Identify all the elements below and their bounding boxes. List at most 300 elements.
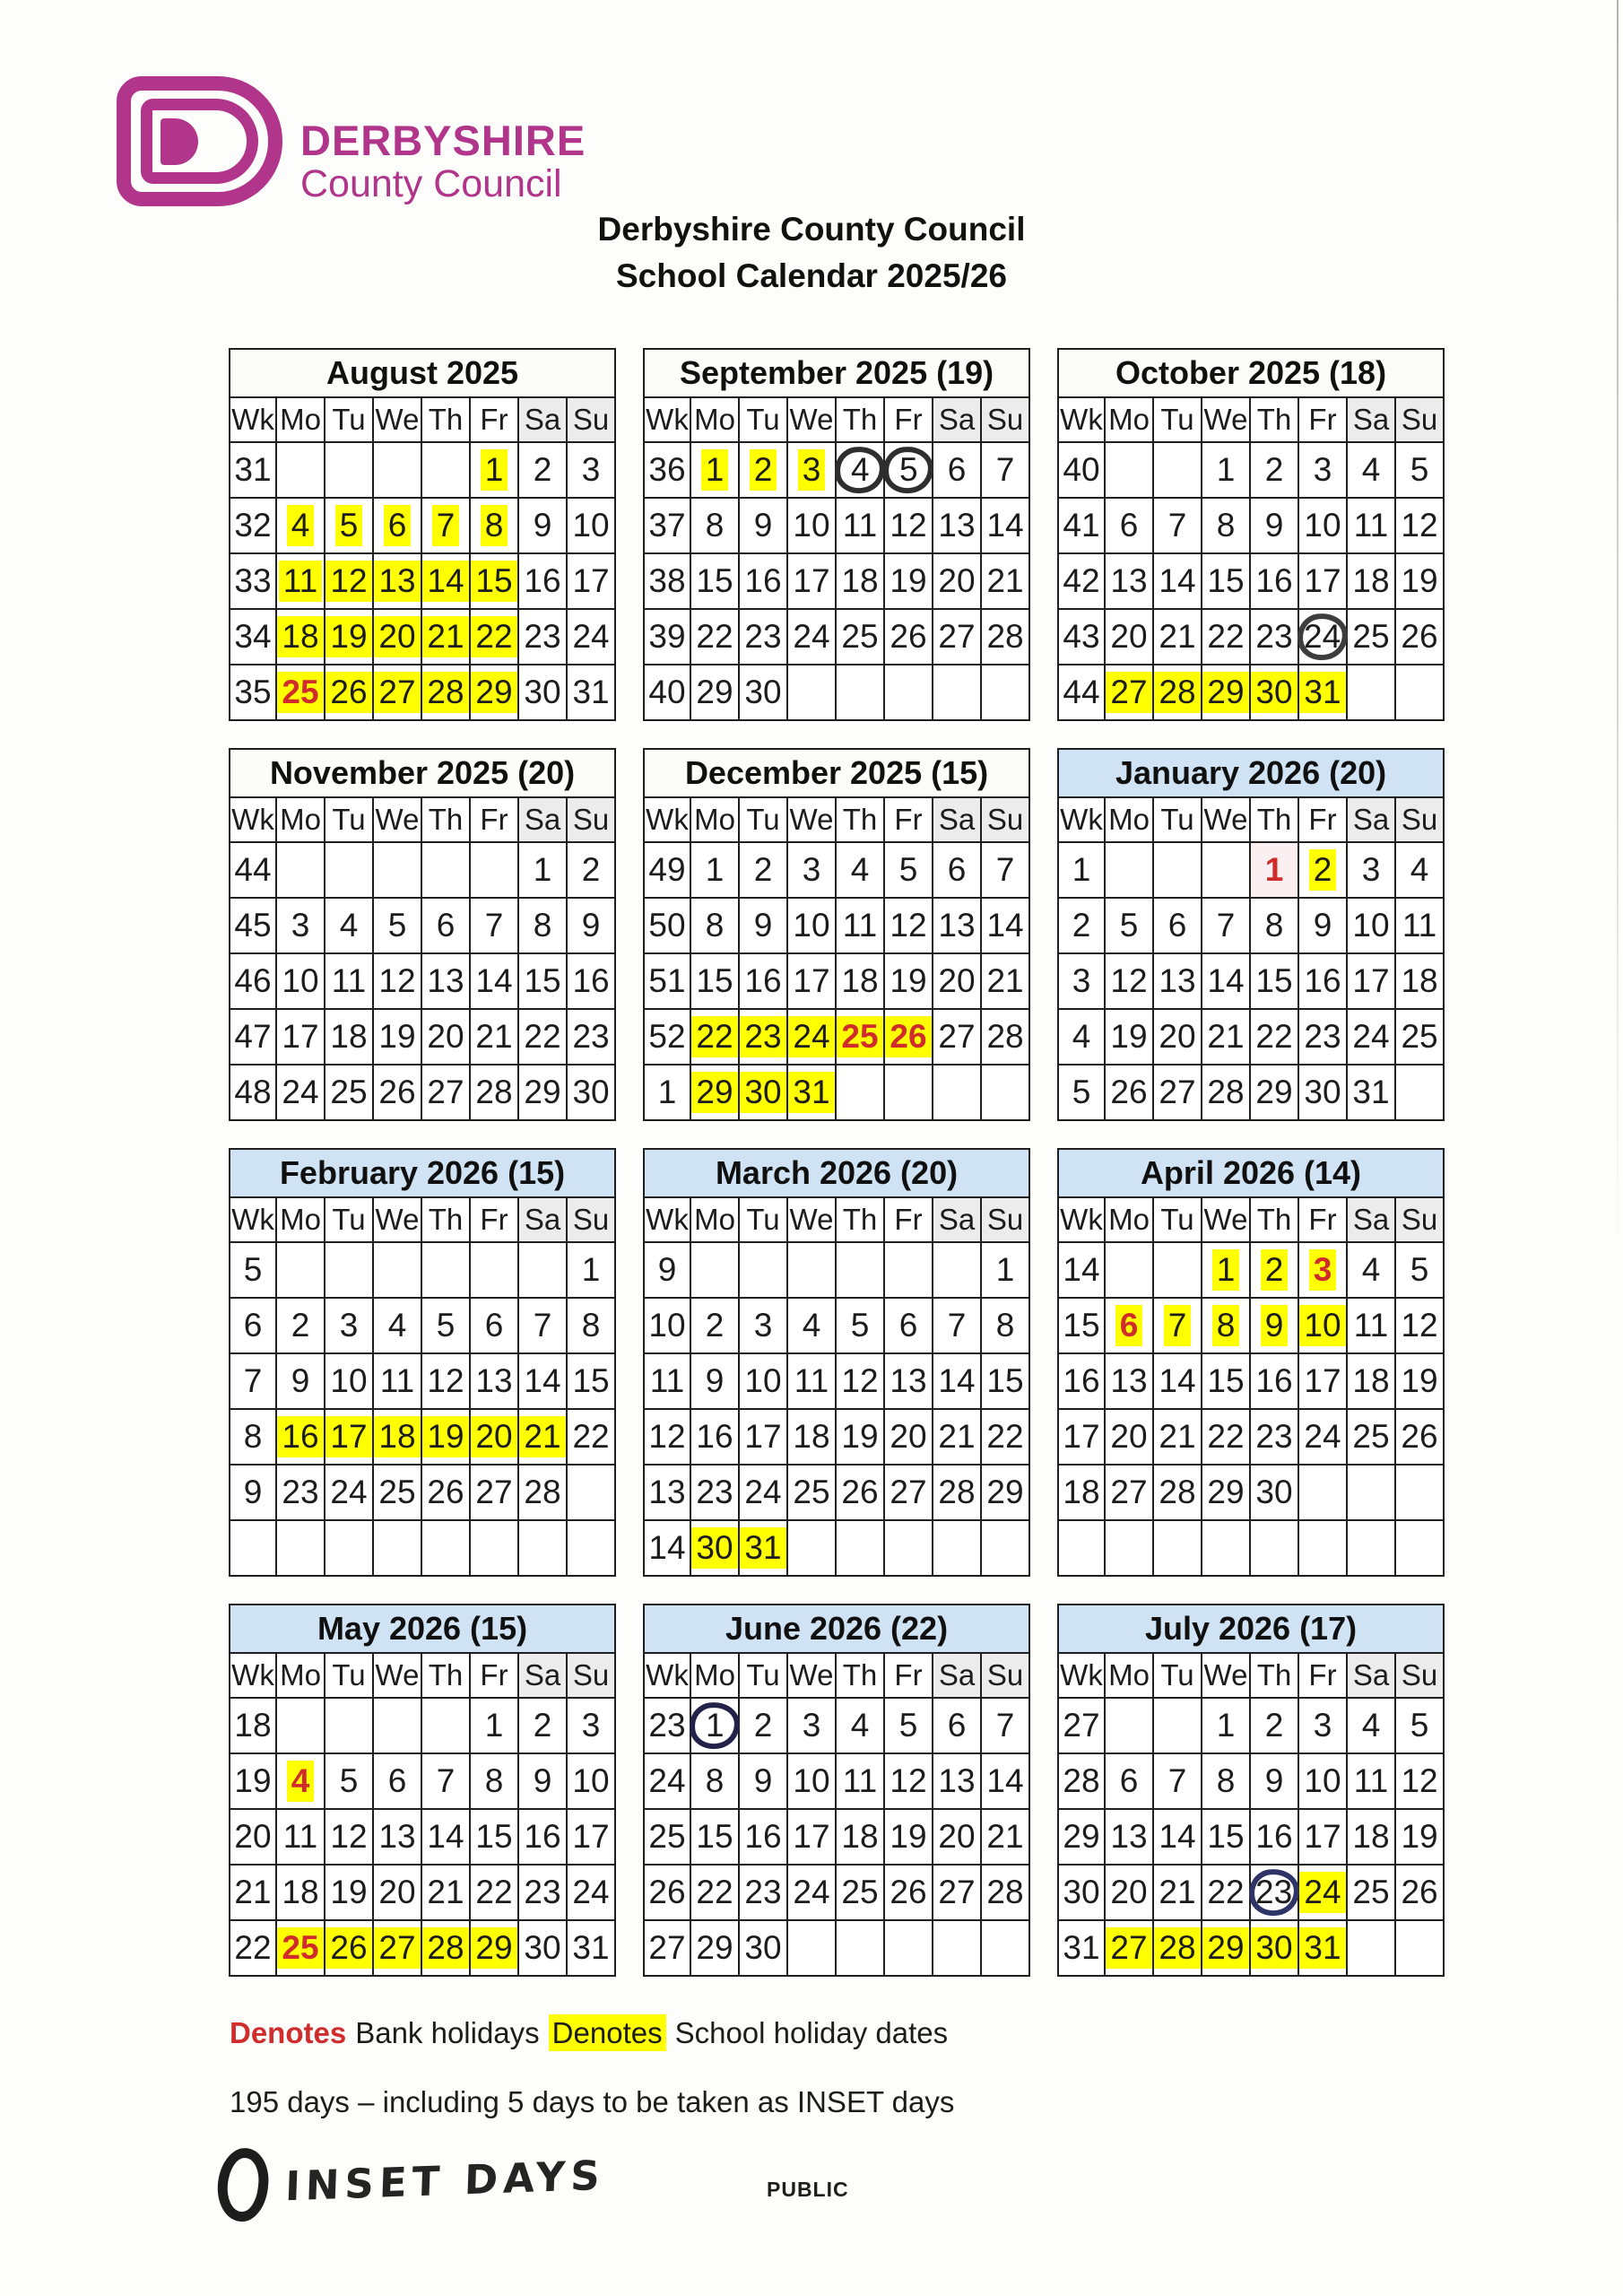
day-header-cell: We [373,797,421,842]
calendar-june-2026 [643,1604,1030,1977]
day-cell: 24 [1298,1865,1347,1920]
day-cell: 26 [1395,609,1444,665]
day-header-cell: Th [421,797,470,842]
day-header-cell: Mo [276,397,325,442]
day-header-cell: Sa [518,397,567,442]
day-cell: 28 [1153,1465,1202,1520]
day-cell: 24 [787,1009,836,1065]
day-cell: 21 [421,609,470,665]
day-header-cell: Sa [518,1197,567,1242]
day-cell: 15 [1250,953,1298,1009]
day-cell: 3 [1298,442,1347,498]
day-cell: 4 [373,1298,421,1353]
day-cell: 10 [1298,1753,1347,1809]
day-header-cell: Sa [1347,1197,1395,1242]
day-cell: 23 [1250,1409,1298,1465]
day-cell: 25 [836,609,884,665]
day-cell: 6 [1105,498,1153,553]
day-cell: 19 [884,553,933,609]
day-cell [325,842,373,898]
day-cell: 31 [567,1920,615,1976]
page-title [0,206,1623,300]
day-cell [1395,665,1444,720]
legend-bank-text: Bank holidays [355,2016,540,2049]
week-number-cell: 26 [644,1865,690,1920]
day-cell: 27 [373,665,421,720]
day-cell: 9 [518,1753,567,1809]
day-header-cell: Su [981,397,1029,442]
day-header-cell: We [373,1653,421,1698]
day-header-cell: Su [981,1653,1029,1698]
day-cell [933,665,981,720]
day-header-cell: Fr [470,1197,518,1242]
day-cell [1347,1465,1395,1520]
day-cell [884,1920,933,1976]
calendar-march-2026 [643,1148,1030,1577]
day-cell: 6 [933,842,981,898]
day-cell: 25 [1347,1865,1395,1920]
day-cell: 19 [1105,1009,1153,1065]
day-header-cell: Fr [1298,1653,1347,1698]
day-cell: 26 [325,1920,373,1976]
week-number-cell: 1 [644,1065,690,1120]
day-cell: 9 [518,498,567,553]
day-cell: 7 [421,1753,470,1809]
day-cell: 14 [1153,1353,1202,1409]
day-cell: 9 [567,898,615,953]
day-header-cell: We [1202,1653,1250,1698]
day-cell: 4 [836,1698,884,1753]
day-cell [739,1242,787,1298]
day-cell: 2 [518,1698,567,1753]
day-cell: 15 [470,1809,518,1865]
day-cell: 11 [276,1809,325,1865]
day-cell: 20 [933,953,981,1009]
day-cell: 26 [325,665,373,720]
day-cell [1153,442,1202,498]
day-cell: 5 [1105,898,1153,953]
day-cell: 18 [836,1809,884,1865]
day-cell [836,1065,884,1120]
day-header-cell: Su [981,1197,1029,1242]
day-cell: 29 [1250,1065,1298,1120]
day-cell: 11 [1395,898,1444,953]
day-cell: 16 [276,1409,325,1465]
day-cell [884,665,933,720]
day-cell [1250,1865,1298,1920]
day-cell: 16 [1298,953,1347,1009]
day-cell: 15 [1202,1809,1250,1865]
week-number-cell: 9 [230,1465,276,1520]
week-number-cell: 19 [230,1753,276,1809]
week-number-cell: 2 [1058,898,1105,953]
week-number-cell: 8 [230,1409,276,1465]
day-cell [325,1242,373,1298]
day-header-cell: Tu [325,797,373,842]
day-header-cell: Wk [230,1653,276,1698]
day-header-cell: Mo [690,397,739,442]
day-cell: 3 [787,842,836,898]
day-cell: 11 [1347,1298,1395,1353]
day-cell: 15 [690,953,739,1009]
day-cell: 16 [567,953,615,1009]
day-cell: 28 [470,1065,518,1120]
day-header-cell: Fr [884,797,933,842]
day-cell [373,842,421,898]
day-cell: 13 [373,1809,421,1865]
day-cell [787,1920,836,1976]
day-header-cell: Wk [230,797,276,842]
week-number-cell: 27 [1058,1698,1105,1753]
day-cell: 2 [518,442,567,498]
day-cell: 3 [787,1698,836,1753]
day-cell [1202,1520,1250,1576]
day-cell: 8 [470,1753,518,1809]
day-cell: 5 [325,498,373,553]
day-cell: 31 [1298,1920,1347,1976]
day-header-cell: Th [1250,397,1298,442]
day-cell: 30 [739,665,787,720]
day-cell: 21 [1153,609,1202,665]
day-cell: 17 [1298,1353,1347,1409]
day-header-cell: Tu [739,397,787,442]
day-cell: 31 [787,1065,836,1120]
calendar-december-2025 [643,748,1030,1121]
day-cell: 18 [836,553,884,609]
day-cell: 11 [1347,498,1395,553]
day-cell [1347,665,1395,720]
day-cell: 1 [981,1242,1029,1298]
day-cell: 3 [276,898,325,953]
logo-d-icon [117,76,282,206]
day-cell [1105,1698,1153,1753]
day-cell: 15 [981,1353,1029,1409]
day-cell: 28 [1202,1065,1250,1120]
day-cell: 23 [739,1009,787,1065]
day-cell [373,1698,421,1753]
day-header-cell: Fr [470,397,518,442]
day-cell: 21 [933,1409,981,1465]
day-cell: 8 [1202,498,1250,553]
day-cell: 24 [787,609,836,665]
day-cell: 13 [1105,1353,1153,1409]
month-title: July 2026 (17) [1058,1605,1444,1653]
day-cell: 21 [1153,1865,1202,1920]
day-cell: 8 [470,498,518,553]
day-cell: 27 [1105,1920,1153,1976]
day-cell: 21 [1202,1009,1250,1065]
month-title: January 2026 (20) [1058,749,1444,797]
day-header-cell: Su [981,797,1029,842]
day-cell [836,665,884,720]
day-cell: 25 [1347,1409,1395,1465]
day-cell: 30 [1250,665,1298,720]
day-header-cell: Tu [739,797,787,842]
day-cell: 8 [690,898,739,953]
month-title: November 2025 (20) [230,749,615,797]
day-cell [787,665,836,720]
week-number-cell: 5 [230,1242,276,1298]
day-cell: 7 [1153,1298,1202,1353]
day-header-cell: Mo [276,797,325,842]
day-cell: 7 [1202,898,1250,953]
day-header-cell: Tu [325,397,373,442]
day-cell: 2 [739,842,787,898]
week-number-cell: 10 [644,1298,690,1353]
day-header-cell: Sa [933,1653,981,1698]
day-header-cell: Th [1250,797,1298,842]
day-cell: 7 [1153,498,1202,553]
day-cell: 18 [276,1865,325,1920]
day-cell: 16 [518,1809,567,1865]
day-cell: 23 [567,1009,615,1065]
week-number-cell: 43 [1058,609,1105,665]
day-header-cell: Sa [518,1653,567,1698]
day-cell [518,1242,567,1298]
day-header-cell: Wk [644,1197,690,1242]
day-cell [1105,842,1153,898]
day-cell [373,442,421,498]
day-header-cell: Sa [1347,797,1395,842]
logo-subtitle: County Council [300,162,562,205]
week-number-cell: 15 [1058,1298,1105,1353]
day-cell: 17 [787,953,836,1009]
day-header-cell: Th [836,1197,884,1242]
day-cell: 17 [787,553,836,609]
day-cell: 22 [567,1409,615,1465]
week-number-cell: 28 [1058,1753,1105,1809]
day-cell: 24 [567,609,615,665]
day-cell: 29 [1202,1920,1250,1976]
day-cell: 28 [981,1009,1029,1065]
month-title: May 2026 (15) [230,1605,615,1653]
day-cell: 22 [518,1009,567,1065]
day-cell: 7 [421,498,470,553]
week-number-cell: 18 [1058,1465,1105,1520]
day-cell: 3 [1347,842,1395,898]
day-cell: 12 [1395,1298,1444,1353]
day-cell: 13 [884,1353,933,1409]
day-cell [1153,842,1202,898]
day-cell: 15 [567,1353,615,1409]
day-cell: 5 [836,1298,884,1353]
day-header-cell: Sa [933,397,981,442]
day-cell [518,1520,567,1576]
day-cell: 15 [518,953,567,1009]
day-cell: 14 [518,1353,567,1409]
day-cell [421,1520,470,1576]
day-cell: 23 [739,609,787,665]
day-header-cell: Th [1250,1653,1298,1698]
day-cell: 19 [1395,1809,1444,1865]
day-cell [470,1242,518,1298]
day-header-cell: Fr [884,1197,933,1242]
day-cell: 26 [1105,1065,1153,1120]
day-cell: 8 [690,1753,739,1809]
day-cell: 31 [1298,665,1347,720]
day-cell: 3 [325,1298,373,1353]
day-cell: 12 [884,498,933,553]
day-cell: 19 [325,1865,373,1920]
day-cell: 5 [1395,442,1444,498]
day-cell: 13 [421,953,470,1009]
day-cell [276,442,325,498]
day-cell: 16 [739,953,787,1009]
day-cell: 30 [518,665,567,720]
day-cell: 23 [518,609,567,665]
day-header-cell: Th [1250,1197,1298,1242]
day-cell: 15 [690,1809,739,1865]
day-cell [933,1065,981,1120]
day-header-cell: We [373,1197,421,1242]
day-cell: 4 [1395,842,1444,898]
day-header-cell: We [1202,797,1250,842]
day-cell: 23 [276,1465,325,1520]
day-cell [933,1242,981,1298]
day-cell: 23 [690,1465,739,1520]
day-cell: 10 [787,498,836,553]
calendar-may-2026 [229,1604,616,1977]
day-cell: 25 [276,665,325,720]
day-cell: 4 [325,898,373,953]
day-cell: 24 [1298,1409,1347,1465]
day-cell [981,1920,1029,1976]
day-cell: 27 [1105,665,1153,720]
day-cell: 2 [1250,1698,1298,1753]
day-cell: 18 [373,1409,421,1465]
day-cell: 11 [276,553,325,609]
day-cell: 8 [981,1298,1029,1353]
day-cell: 26 [1395,1865,1444,1920]
day-cell [1105,442,1153,498]
day-cell: 18 [325,1009,373,1065]
day-cell: 11 [836,898,884,953]
day-cell: 17 [276,1009,325,1065]
week-number-cell: 22 [230,1920,276,1976]
day-cell: 10 [787,898,836,953]
day-header-cell: Fr [1298,797,1347,842]
day-cell: 27 [1105,1465,1153,1520]
day-header-cell: Su [1395,1653,1444,1698]
day-cell: 14 [981,898,1029,953]
day-cell: 22 [981,1409,1029,1465]
day-cell: 10 [787,1753,836,1809]
day-cell: 25 [836,1009,884,1065]
day-cell: 29 [690,1065,739,1120]
day-cell: 25 [836,1865,884,1920]
day-cell: 8 [1202,1753,1250,1809]
day-cell [690,1242,739,1298]
day-cell: 6 [470,1298,518,1353]
week-number-cell: 12 [644,1409,690,1465]
week-number-cell: 14 [1058,1242,1105,1298]
day-header-cell: Tu [325,1653,373,1698]
day-cell [1395,1920,1444,1976]
day-cell: 21 [981,953,1029,1009]
day-header-cell: Mo [1105,1197,1153,1242]
day-cell [836,1920,884,1976]
inset-day-circle-icon: 1 [687,1700,742,1752]
day-cell: 25 [325,1065,373,1120]
day-header-cell: Fr [884,1653,933,1698]
day-cell: 7 [1153,1753,1202,1809]
day-cell: 2 [567,842,615,898]
day-header-cell: Su [1395,397,1444,442]
day-cell: 14 [1202,953,1250,1009]
day-cell: 11 [373,1353,421,1409]
day-cell: 26 [884,1865,933,1920]
day-cell: 14 [1153,1809,1202,1865]
day-cell: 22 [1202,1409,1250,1465]
day-cell [1395,1520,1444,1576]
day-cell [787,1242,836,1298]
day-header-cell: Sa [1347,1653,1395,1698]
day-cell: 16 [690,1409,739,1465]
day-cell [1105,1520,1153,1576]
calendar-july-2026 [1057,1604,1445,1977]
day-cell: 15 [1202,1353,1250,1409]
day-cell: 21 [981,553,1029,609]
day-header-cell: Fr [1298,1197,1347,1242]
day-cell: 26 [421,1465,470,1520]
day-cell: 5 [325,1753,373,1809]
week-number-cell: 6 [230,1298,276,1353]
day-cell: 20 [373,609,421,665]
day-cell: 13 [933,898,981,953]
day-cell [884,1242,933,1298]
day-cell: 25 [276,1920,325,1976]
day-cell: 14 [933,1353,981,1409]
day-cell [1153,1520,1202,1576]
day-cell: 13 [933,1753,981,1809]
day-header-cell: Tu [1153,1197,1202,1242]
inset-day-circle-icon: 4 [832,444,887,496]
inset-day-circle-icon: 23 [1246,1866,1301,1918]
day-cell: 15 [690,553,739,609]
day-cell: 22 [1202,1865,1250,1920]
day-header-cell: Sa [1347,397,1395,442]
day-header-cell: Mo [1105,1653,1153,1698]
day-cell [276,842,325,898]
day-header-cell: Sa [933,1197,981,1242]
day-cell [470,842,518,898]
week-number-cell: 34 [230,609,276,665]
day-cell: 15 [470,553,518,609]
day-cell: 26 [884,1009,933,1065]
week-number-cell: 44 [1058,665,1105,720]
day-cell: 3 [567,442,615,498]
day-cell: 16 [739,1809,787,1865]
month-title: April 2026 (14) [1058,1149,1444,1197]
day-cell: 10 [1298,498,1347,553]
day-cell [884,1065,933,1120]
day-cell: 31 [567,665,615,720]
day-cell: 25 [1395,1009,1444,1065]
day-cell: 16 [518,553,567,609]
day-cell: 21 [421,1865,470,1920]
day-cell: 13 [1105,1809,1153,1865]
week-number-cell: 13 [644,1465,690,1520]
day-cell: 22 [1250,1009,1298,1065]
day-cell: 30 [1250,1465,1298,1520]
day-header-cell: Tu [1153,1653,1202,1698]
calendar-november-2025 [229,748,616,1121]
week-number-cell: 29 [1058,1809,1105,1865]
day-cell: 19 [1395,553,1444,609]
week-number-cell: 47 [230,1009,276,1065]
day-cell [1347,1520,1395,1576]
day-header-cell: Mo [276,1197,325,1242]
